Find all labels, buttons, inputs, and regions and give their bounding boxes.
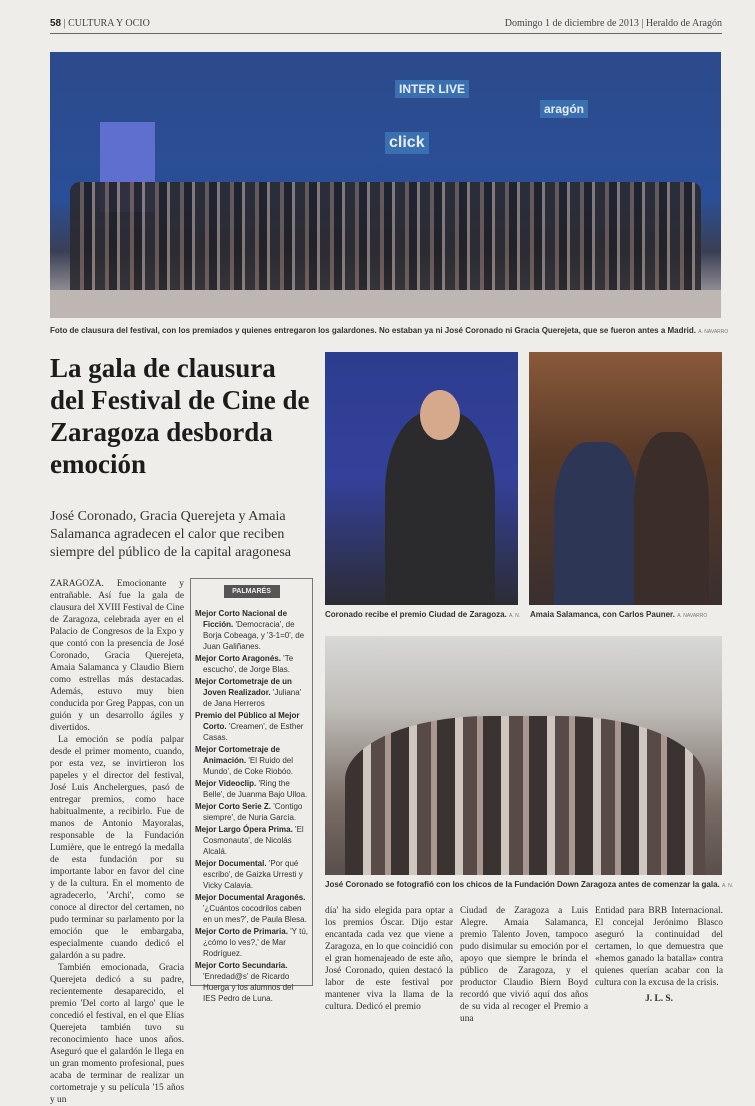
paragraph: Entidad para BRB Internacional. El concejal Jerónimo Blasco aseguró la continuidad del certamen, lo que demuestra que «hemos ganado la batalla» contra quienes querían acabar con la cultura con la excusa de la crisis.	[595, 906, 723, 988]
award-name: Mejor Cortometraje de un Joven Realizador.	[195, 677, 292, 697]
paragraph: La emoción se podía palpar desde el primer momento, cuando, por esta vez, se invirtieron los papeles y el director del festival, José Luis Anchelergues, pasó de entregar premios, como hace habitualmente, a recibirlo. Fue de manos de Antonio Mayoralas, responsable de la Fundación Lumière, que le entregó la medalla de esta fundación por su importante labor en favor del cine y de la cultura. En el momento de agradecerlo, 'Archi', como se conoce al director del certamen, no pudo terminar su parlamento por la emoción que le embargaba, especialmente cuando dedicó el galardón a su padre.	[50, 735, 184, 961]
article-column-1	[50, 578, 184, 1106]
stage-floor	[50, 290, 721, 318]
palmares-item	[195, 608, 308, 652]
award-winner: 'Creamen', de Esther Casas.	[203, 722, 304, 742]
award-name: Mejor Documental Aragonés.	[195, 893, 306, 902]
palmares-item	[195, 960, 308, 1004]
article-column-4	[595, 905, 723, 1005]
palmares-item	[195, 744, 308, 777]
award-winner: 'Democracia', de Borja Cobeaga, y '3-1=0', de Juan Galiñanes.	[203, 620, 305, 651]
group-of-people	[345, 716, 705, 875]
palmares-item	[195, 710, 308, 743]
sponsor-logo: aragón	[540, 100, 588, 118]
person-figure	[554, 442, 639, 605]
paragraph: Ciudad de Zaragoza a Luis Alegre. Amaia Salamanca, premio Talento Joven, tampoco pudo disimular su emoción por el apoyo que siempre le brinda el público de Zaragoza, y el productor Claudio Biern Boyd recordó que vivió aquí dos años de su vida al recoger el Premio a una	[460, 906, 588, 1024]
award-winner: 'Juliana' de Jana Herreros	[203, 688, 302, 708]
palmares-item	[195, 801, 308, 823]
group-of-people	[70, 182, 701, 302]
palmares-item	[195, 653, 308, 675]
palmares-box	[190, 578, 313, 1003]
palmares-item	[195, 778, 308, 800]
fundacion-down-photo	[325, 636, 722, 875]
award-winner: 'Te escucho', de Jorge Blas.	[203, 654, 294, 674]
paragraph: También emocionada, Gracia Querejeta dedicó a su padre, recientemente desaparecido, el premio 'Del corto al largo' que le concedió el festival, en el que Elías Querejeta también tuvo su reconocimiento hace unos años. Aseguró que el galardón le llega en un gran momento profesional, pues acaba de terminar de realizar un cortometraje y su película '15 años y un	[50, 963, 184, 1105]
author-signature: J. L. S.	[645, 994, 673, 1004]
award-name: Mejor Corto Secundaria.	[195, 961, 288, 970]
palmares-item	[195, 926, 308, 959]
subheadline: José Coronado, Gracia Querejeta y Amaia Salamanca agradecen el calor que reciben siempre del público de la capital aragonesa	[50, 509, 292, 560]
article-column-3	[460, 905, 588, 1025]
palmares-item	[195, 858, 308, 891]
issue-date: Domingo 1 de diciembre de 2013	[504, 18, 639, 29]
award-name: Mejor Corto Aragonés.	[195, 654, 281, 663]
paragraph: día' ha sido elegida para optar a los premios Óscar. Dijo estar encantada cada vez que viene a Zaragoza, en lo que coincidió con el gran homenajeado de este año, José Coronado, quien destacó la labor de este festival por mantener viva la llama de la cultura. Dedicó el premio	[325, 906, 453, 1012]
main-photo-caption: Foto de clausura del festival, con los premiados y quienes entregaron los galardones. No estaban ya ni José Coronado ni Gracia Querejeta, que se fueron antes a Madrid. A. NAVARRO	[50, 326, 729, 335]
award-name: Mejor Corto Nacional de Ficción.	[195, 609, 288, 629]
palmares-title: PALMARÉS	[224, 585, 280, 598]
sponsor-logo: INTER LIVE	[395, 80, 469, 98]
paragraph: ZARAGOZA. Emocionante y entrañable. Así fue la gala de clausura del XVIII Festival de Cine de Zaragoza, celebrada ayer en el Palacio de Congresos de la Expo y que contó con la presencia de José Coronado, Gracia Querejeta, Amaia Salamanca y Claudio Biern como estrellas más destacadas. Además, estuvo muy bien conducida por Greg Pappas, con un guión y un desarrollo ágiles y divertidos.	[50, 579, 184, 733]
sponsor-logo: click	[385, 132, 429, 154]
page-header: 58 | CULTURA Y OCIO Domingo 1 de diciembre de 2013 | Heraldo de Aragón	[50, 18, 722, 34]
newspaper-name: Heraldo de Aragón	[645, 18, 722, 29]
award-name: Mejor Videoclip.	[195, 779, 257, 788]
section-name: CULTURA Y OCIO	[68, 18, 150, 29]
person-figure	[385, 412, 495, 605]
award-winner: 'Enredad@s' de Ricardo Huerga y los alumnos del IES Pedro de Luna.	[203, 972, 294, 1003]
person-face	[420, 390, 460, 440]
award-winner: 'Ring the Belle', de Juanma Bajo Ulloa.	[203, 779, 308, 799]
amaia-caption: Amaia Salamanca, con Carlos Pauner. A. NAVARRO	[530, 610, 708, 619]
palmares-item	[195, 892, 308, 925]
article-column-2	[325, 905, 453, 1013]
headline: La gala de clausura del Festival de Cine de Zaragoza desborda emoción	[50, 353, 310, 479]
award-name: Mejor Documental.	[195, 859, 267, 868]
award-winner: 'Por qué escribo', de Gaizka Urresti y Vicky Calavia.	[203, 859, 303, 890]
coronado-photo	[325, 352, 518, 605]
coronado-caption: Coronado recibe el premio Ciudad de Zaragoza. A. N.	[325, 610, 521, 619]
palmares-item	[195, 676, 308, 709]
palmares-item	[195, 824, 308, 857]
person-figure	[634, 432, 709, 605]
award-name: Mejor Largo Ópera Prima.	[195, 825, 293, 834]
award-name: Mejor Corto Serie Z.	[195, 802, 272, 811]
award-winner: '¿Cuántos cocodrilos caben en un mes?', de Paula Blesa.	[203, 904, 307, 924]
award-winner: 'Contigo siempre', de Nuria García.	[203, 802, 303, 822]
award-name: Premio del Público al Mejor Corto.	[195, 711, 300, 731]
award-name: Mejor Cortometraje de Animación.	[195, 745, 280, 765]
award-name: Mejor Corto de Primaria.	[195, 927, 288, 936]
award-winner: 'El Cosmonauta', de Nicolás Alcalá.	[203, 825, 304, 856]
palmares-list	[195, 608, 308, 1004]
amaia-photo	[529, 352, 722, 605]
award-winner: 'El Ruido del Mundo', de Coke Riobóo.	[203, 756, 294, 776]
down-photo-caption: José Coronado se fotografió con los chicos de la Fundación Down Zaragoza antes de comenzar la gala. A. N.	[325, 880, 734, 889]
award-winner: 'Y tú, ¿cómo lo ves?,' de Mar Rodríguez.	[203, 927, 308, 958]
group-photo	[50, 52, 721, 318]
page-number: 58	[50, 18, 62, 29]
